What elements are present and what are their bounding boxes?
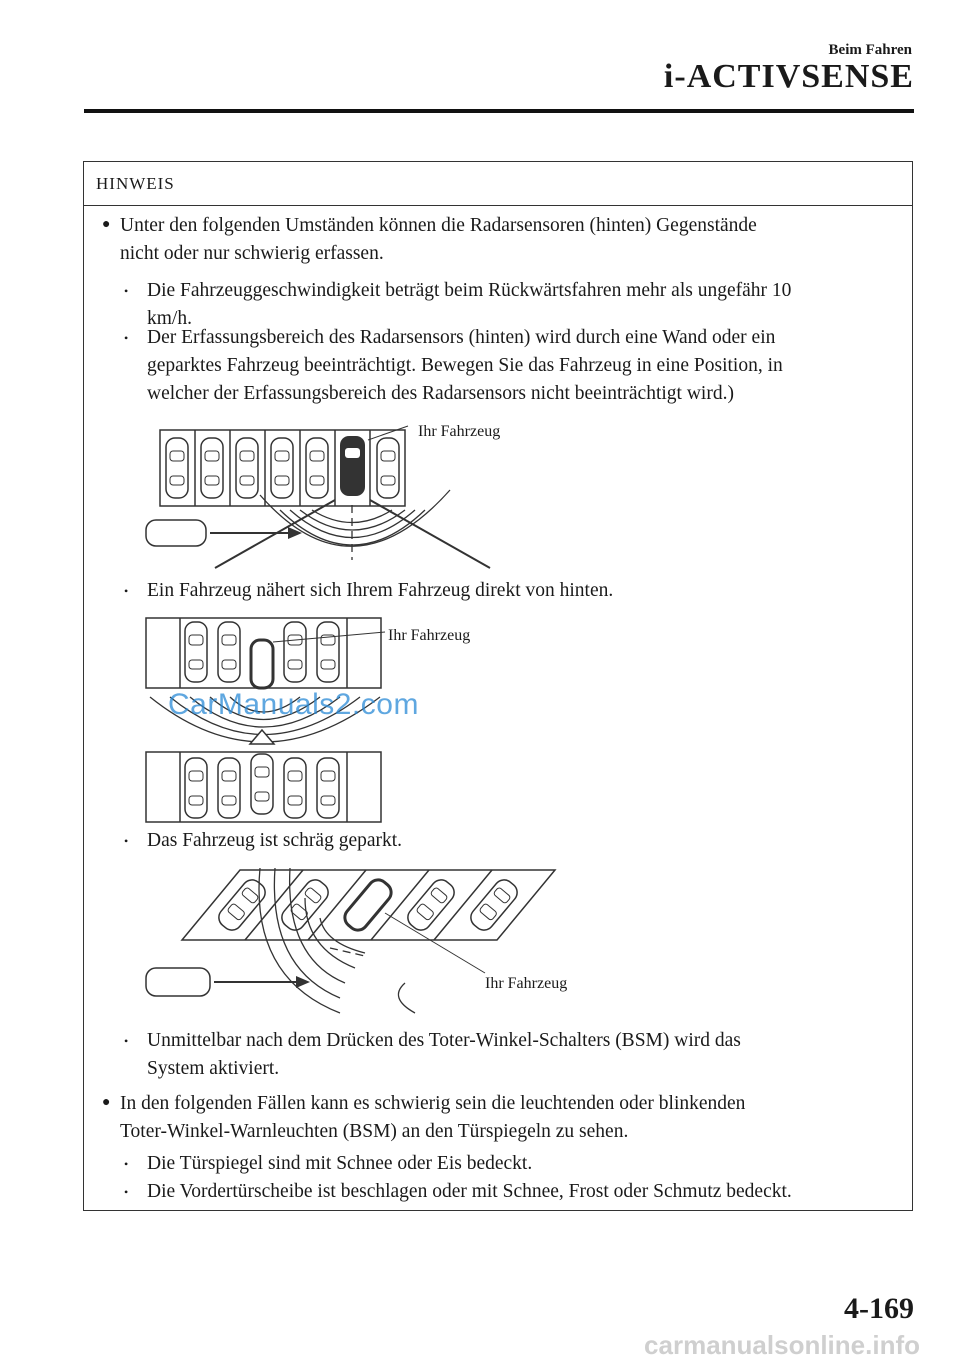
sub-2-line-2: geparktes Fahrzeug beeinträchtigt. Bewegen Sie das Fahrzeug in eine Position, in	[147, 355, 783, 376]
footer-site[interactable]: carmanualsonline.info	[644, 1330, 920, 1360]
bullet-1-line-2: nicht oder nur schwierig erfassen.	[120, 243, 384, 264]
figure-1-label: Ihr Fahrzeug	[418, 423, 501, 440]
figure-2-label: Ihr Fahrzeug	[388, 627, 471, 644]
sub-1-line-1: Die Fahrzeuggeschwindigkeit beträgt beim Rückwärtsfahren mehr als ungefähr 10	[147, 280, 792, 301]
sub-5-line-1: Unmittelbar nach dem Drücken des Toter-Winkel-Schalters (BSM) wird das	[147, 1030, 741, 1051]
bullet-dot: ●	[102, 217, 111, 232]
figure-3-label: Ihr Fahrzeug	[485, 975, 568, 992]
sub-bullet-dot: •	[124, 584, 129, 598]
sub-1-line-2: km/h.	[147, 308, 192, 329]
sub-bullet-dot: •	[124, 834, 129, 848]
header-title: i-ACTIVSENSE	[663, 58, 914, 95]
note-heading: HINWEIS	[84, 162, 912, 206]
sub-bullet-dot: •	[124, 284, 129, 298]
bullet-dot: ●	[102, 1095, 111, 1110]
watermark: CarManuals2.com	[168, 688, 419, 721]
sub-2-line-1: Der Erfassungsbereich des Radarsensors (hinten) wird durch eine Wand oder ein	[147, 327, 776, 348]
sub-6-text: Die Türspiegel sind mit Schnee oder Eis bedeckt.	[147, 1153, 533, 1174]
bullet-2-line-2: Toter-Winkel-Warnleuchten (BSM) an den Türspiegeln zu sehen.	[120, 1121, 629, 1142]
header-section: Beim Fahren	[828, 42, 912, 58]
sub-5-line-2: System aktiviert.	[147, 1058, 280, 1079]
sub-4-text: Das Fahrzeug ist schräg geparkt.	[147, 830, 403, 851]
bullet-1-line-1: Unter den folgenden Umständen können die Radarsensoren (hinten) Gegenstände	[120, 215, 757, 236]
sub-bullet-dot: •	[124, 331, 129, 345]
bullet-2-line-1: In den folgenden Fällen kann es schwierig sein die leuchtenden oder blinkenden	[120, 1093, 746, 1114]
header-rule	[84, 109, 914, 113]
sub-2-line-3: welcher der Erfassungsbereich des Radarsensors nicht beeinträchtigt wird.)	[147, 383, 734, 404]
page-number: 4-169	[844, 1292, 914, 1325]
sub-bullet-dot: •	[124, 1185, 129, 1199]
sub-7-text: Die Vordertürscheibe ist beschlagen oder mit Schnee, Frost oder Schmutz bedeckt.	[147, 1181, 792, 1202]
sub-3-text: Ein Fahrzeug nähert sich Ihrem Fahrzeug direkt von hinten.	[147, 580, 614, 601]
sub-bullet-dot: •	[124, 1157, 129, 1171]
sub-bullet-dot: •	[124, 1034, 129, 1048]
